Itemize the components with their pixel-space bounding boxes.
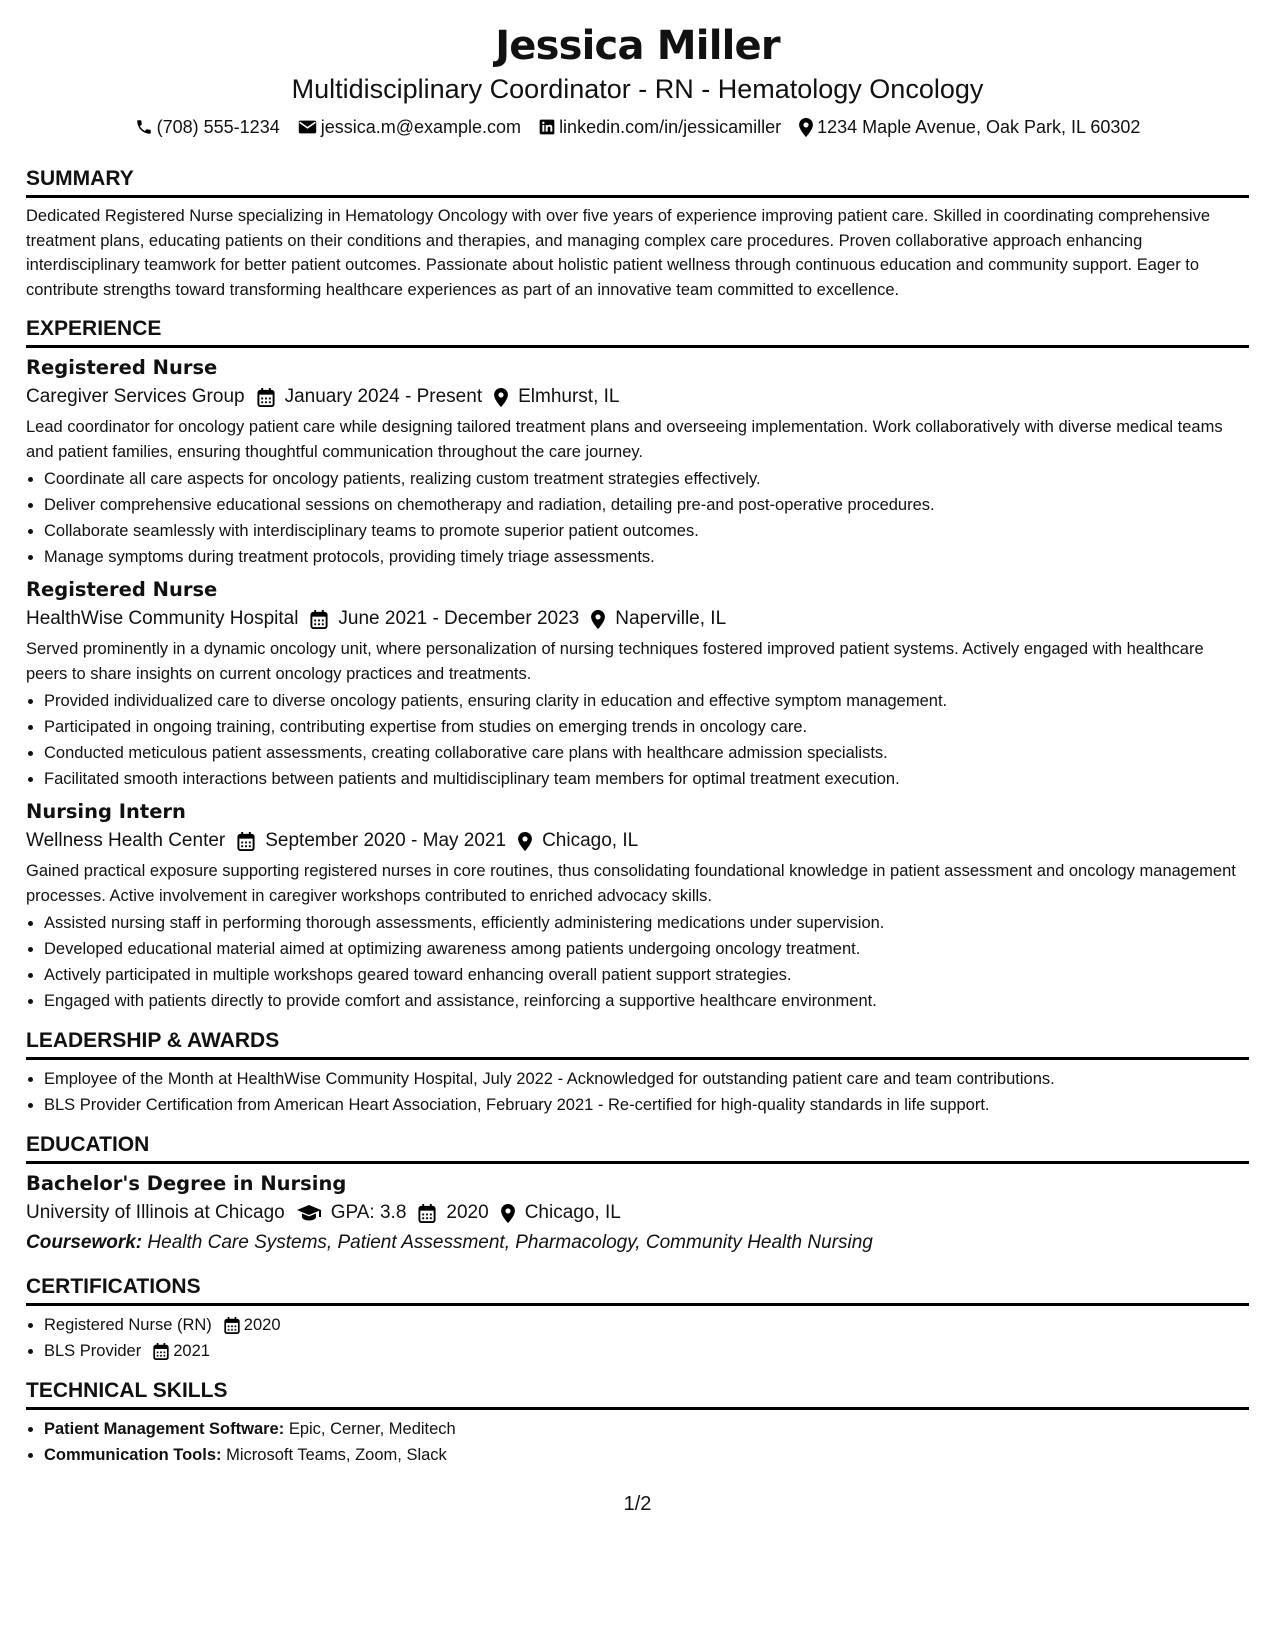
- cert-name: • BLS Provider: [44, 1342, 142, 1360]
- job-meta: [26, 382, 1249, 412]
- certifications-section: [26, 1274, 1249, 1364]
- map-pin-icon: [799, 118, 813, 137]
- list-item: • Collaborate seamlessly with interdisciplinary teams to promote superior patient outcomes.: [44, 518, 1249, 544]
- resume-page: [26, 20, 1249, 1468]
- calendar-icon: [310, 610, 328, 629]
- school-location: Chicago, IL: [524, 1202, 621, 1223]
- calendar-icon: [224, 1317, 240, 1334]
- cert-year: 2020: [243, 1316, 281, 1334]
- experience-entry: [26, 576, 1249, 792]
- contact-email[interactable]: [298, 114, 521, 140]
- calendar-icon: [257, 388, 275, 407]
- contact-linkedin[interactable]: [539, 114, 781, 140]
- summary-text: Dedicated Registered Nurse specializing in Hematology Oncology with over five years of experience improving patient care. Skilled in coordinating comprehensive treatment plans, educating patients on their conditions and therapies, and managing complex care procedures. Proven collaborative approach enhancing interdisciplinary teamwork for better patient outcomes. Passionate about holistic patient wellness through continuous education and community support. Eager to contribute strengths toward transforming healthcare experiences as part of an innovative team committed to excellence.: [26, 207, 1211, 299]
- map-pin-icon: [494, 388, 508, 407]
- list-item: • BLS Provider Certification from American Heart Association, February 2021 - Re-certified for high-quality standards in life support.: [44, 1092, 1249, 1118]
- map-pin-icon: [501, 1204, 515, 1223]
- candidate-name: Jessica Miller: [495, 23, 780, 69]
- resume-header: [26, 20, 1249, 140]
- list-item: [44, 1416, 1249, 1442]
- contact-phone[interactable]: [135, 114, 280, 140]
- skill-value: Microsoft Teams, Zoom, Slack: [226, 1446, 447, 1464]
- phone-text: (708) 555-1234: [156, 117, 280, 137]
- school-name: University of Illinois at Chicago: [26, 1202, 285, 1223]
- job-dates: June 2021 - December 2023: [338, 608, 580, 629]
- skill-label: Patient Management Software:: [44, 1420, 285, 1438]
- job-organization: Wellness Health Center: [26, 830, 226, 851]
- graduation-cap-icon: [297, 1204, 321, 1222]
- linkedin-text: linkedin.com/in/jessicamiller: [559, 117, 782, 137]
- list-item: [44, 1338, 1249, 1364]
- job-title: Registered Nurse: [26, 356, 218, 379]
- job-description: Served prominently in a dynamic oncology unit, where personalization of nursing techniques fostered improved patient systems. Actively engaged with healthcare peers to share insights on current oncology practices and treatments.: [26, 640, 1204, 683]
- list-item: • Provided individualized care to diverse oncology patients, ensuring clarity in education and effective symptom management.: [44, 688, 1249, 714]
- job-location: Chicago, IL: [542, 830, 639, 851]
- list-item: • Employee of the Month at HealthWise Community Hospital, July 2022 - Acknowledged for outstanding patient care and team contributions.: [44, 1066, 1249, 1092]
- map-pin-icon: [591, 610, 605, 629]
- coursework-label: Coursework:: [26, 1232, 143, 1253]
- map-pin-icon: [518, 832, 532, 851]
- awards-list: [26, 1066, 1249, 1118]
- list-item: • Engaged with patients directly to provide comfort and assistance, reinforcing a supportive healthcare environment.: [44, 988, 1249, 1014]
- list-item: • Participated in ongoing training, contributing expertise from studies on emerging trends in oncology care.: [44, 714, 1249, 740]
- job-location: Naperville, IL: [615, 608, 727, 629]
- list-item: • Actively participated in multiple workshops geared toward enhancing overall patient support strategies.: [44, 962, 1249, 988]
- calendar-icon: [237, 832, 255, 851]
- address-text: 1234 Maple Avenue, Oak Park, IL 60302: [817, 117, 1141, 137]
- skills-list: [26, 1416, 1249, 1468]
- coursework: [26, 1228, 1249, 1258]
- section-title-education: EDUCATION: [26, 1132, 1249, 1164]
- experience-section: [26, 316, 1249, 1014]
- envelope-icon: [298, 119, 317, 135]
- job-title: Nursing Intern: [26, 800, 186, 823]
- list-item: • Coordinate all care aspects for oncology patients, realizing custom treatment strategies effectively.: [44, 466, 1249, 492]
- experience-entry: [26, 798, 1249, 1014]
- awards-section: [26, 1028, 1249, 1118]
- summary-section: [26, 166, 1249, 302]
- job-meta: [26, 826, 1249, 856]
- candidate-headline: Multidisciplinary Coordinator - RN - Hematology Oncology: [291, 74, 984, 104]
- experience-entry: [26, 354, 1249, 570]
- cert-name: • Registered Nurse (RN): [44, 1316, 212, 1334]
- list-item: • Assisted nursing staff in performing thorough assessments, efficiently administering medications under supervision.: [44, 910, 1249, 936]
- contact-address: [799, 114, 1140, 140]
- job-dates: January 2024 - Present: [284, 386, 483, 407]
- list-item: • Facilitated smooth interactions between patients and multidisciplinary team members for optimal treatment execution.: [44, 766, 1249, 792]
- job-description: Gained practical exposure supporting registered nurses in core routines, thus consolidating foundational knowledge in patient assessment and oncology management processes. Active involvement in caregiver workshops contributed to enriched advocacy skills.: [26, 862, 1236, 905]
- education-meta: [26, 1198, 1249, 1228]
- job-title: Registered Nurse: [26, 578, 218, 601]
- list-item: • Manage symptoms during treatment protocols, providing timely triage assessments.: [44, 544, 1249, 570]
- skill-value: Epic, Cerner, Meditech: [288, 1420, 456, 1438]
- calendar-icon: [418, 1204, 436, 1223]
- job-bullets: [26, 688, 1249, 792]
- graduation-year: 2020: [446, 1202, 489, 1223]
- job-bullets: [26, 910, 1249, 1014]
- skills-section: [26, 1378, 1249, 1468]
- section-title-awards: LEADERSHIP & AWARDS: [26, 1028, 1249, 1060]
- section-title-experience: EXPERIENCE: [26, 316, 1249, 348]
- job-organization: Caregiver Services Group: [26, 386, 245, 407]
- job-description: Lead coordinator for oncology patient care while designing tailored treatment plans and overseeing implementation. Work collaboratively with diverse medical teams and patient families, ensuring thoughtful communication throughout the care journey.: [26, 418, 1223, 461]
- job-meta: [26, 604, 1249, 634]
- list-item: • Deliver comprehensive educational sessions on chemotherapy and radiation, detailing pre-and post-operative procedures.: [44, 492, 1249, 518]
- cert-year: 2021: [173, 1342, 210, 1360]
- skill-label: Communication Tools:: [44, 1446, 222, 1464]
- job-bullets: [26, 466, 1249, 570]
- degree-title: Bachelor's Degree in Nursing: [26, 1172, 347, 1195]
- gpa: GPA: 3.8: [330, 1202, 407, 1223]
- certifications-list: [26, 1312, 1249, 1364]
- job-organization: HealthWise Community Hospital: [26, 608, 299, 629]
- job-location: Elmhurst, IL: [518, 386, 620, 407]
- email-text: jessica.m@example.com: [320, 117, 522, 137]
- education-section: [26, 1132, 1249, 1258]
- coursework-list: Health Care Systems, Patient Assessment, Pharmacology, Community Health Nursing: [147, 1232, 873, 1253]
- list-item: • Developed educational material aimed at optimizing awareness among patients undergoing oncology treatment.: [44, 936, 1249, 962]
- job-dates: September 2020 - May 2021: [265, 830, 507, 851]
- linkedin-icon: [539, 119, 555, 135]
- section-title-skills: TECHNICAL SKILLS: [26, 1378, 1249, 1410]
- section-title-certifications: CERTIFICATIONS: [26, 1274, 1249, 1306]
- list-item: [44, 1442, 1249, 1468]
- section-title-summary: SUMMARY: [26, 166, 1249, 198]
- list-item: • Conducted meticulous patient assessments, creating collaborative care plans with healthcare admission specialists.: [44, 740, 1249, 766]
- list-item: [44, 1312, 1249, 1338]
- calendar-icon: [153, 1343, 169, 1360]
- contact-bar: [26, 114, 1249, 140]
- phone-icon: [135, 118, 153, 136]
- page-number: 1/2: [623, 1493, 652, 1515]
